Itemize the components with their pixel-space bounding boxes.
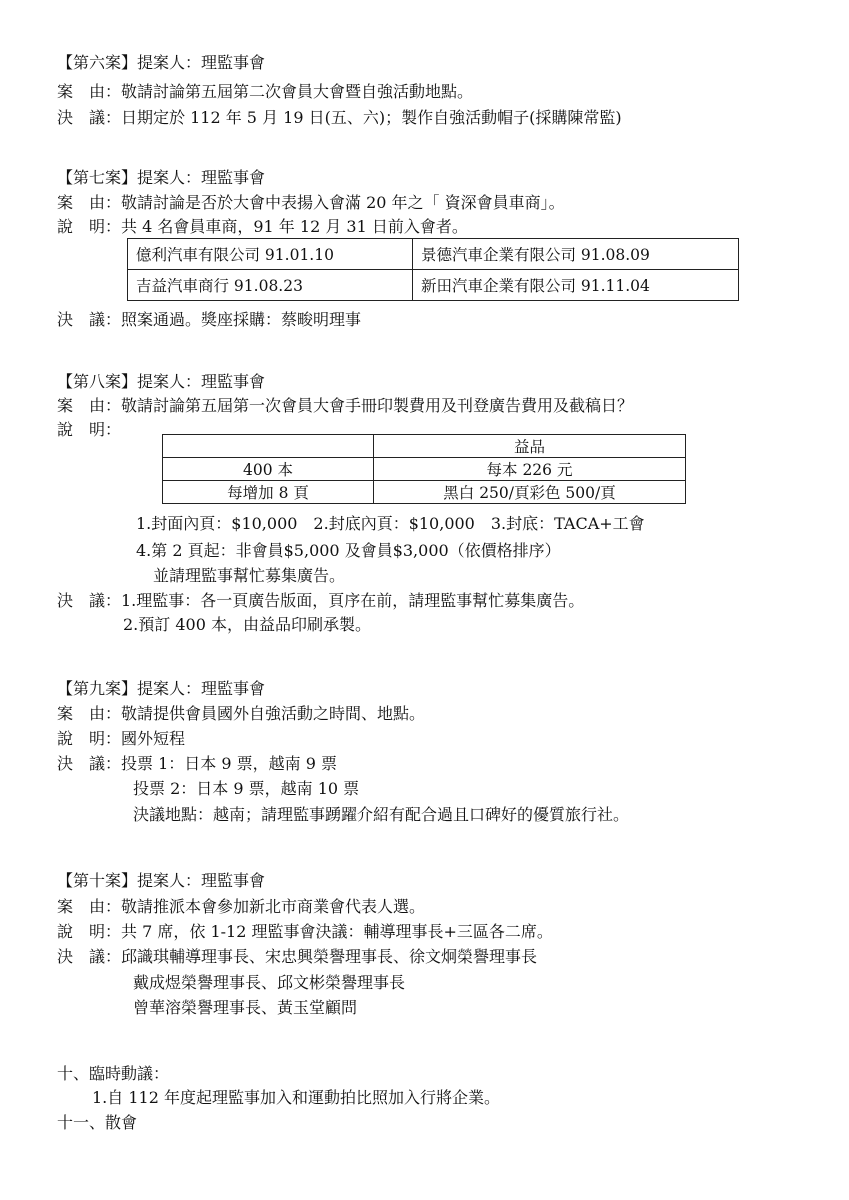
case9-explanation: 說 明：國外短程 xyxy=(57,729,186,748)
table-cell: 億利汽車有限公司 91.01.10 xyxy=(128,239,413,270)
case8-note-3: 並請理監事幫忙募集廣告。 xyxy=(153,566,346,585)
table-row xyxy=(163,458,686,481)
case9-reason: 案 由：敬請提供會員國外自強活動之時間、地點。 xyxy=(57,704,426,723)
section11-title: 十一、散會 xyxy=(57,1113,138,1132)
case6-header: 【第六案】提案人：理監事會 xyxy=(57,53,266,72)
case10-resolution-3: 曾華溶榮譽理事長、黃玉堂顧問 xyxy=(133,998,358,1017)
case10-resolution-2: 戴成煜榮譽理事長、邱文彬榮譽理事長 xyxy=(133,973,406,992)
section10-item-1: 1.自 112 年度起理監事加入和運動拍比照加入行將企業。 xyxy=(92,1088,500,1107)
case6-resolution: 決 議：日期定於 112 年 5 月 19 日(五、六)；製作自強活動帽子(採購陳常監) xyxy=(57,108,622,127)
section10-title: 十、臨時動議： xyxy=(57,1064,170,1083)
case7-resolution: 決 議：照案通過。獎座採購：蔡畯明理事 xyxy=(57,310,362,329)
case9-resolution-1: 決 議：投票 1：日本 9 票，越南 9 票 xyxy=(57,754,337,773)
case8-explanation-label: 說 明： xyxy=(57,420,122,439)
case9-resolution-3: 決議地點：越南；請理監事踴躍介紹有配合過且口碑好的優質旅行社。 xyxy=(133,805,630,824)
table-cell: 每增加 8 頁 xyxy=(163,481,374,504)
case10-resolution-1: 決 議：邱識琪輔導理事長、宋忠興榮譽理事長、徐文炯榮譽理事長 xyxy=(57,947,538,966)
case10-reason: 案 由：敬請推派本會參加新北市商業會代表人選。 xyxy=(57,897,426,916)
case8-reason: 案 由：敬請討論第五屆第一次會員大會手冊印製費用及刊登廣告費用及截稿日？ xyxy=(57,396,634,415)
case7-explanation: 說 明：共 4 名會員車商，91 年 12 月 31 日前入會者。 xyxy=(57,217,468,236)
case9-resolution-2: 投票 2：日本 9 票，越南 10 票 xyxy=(133,779,360,798)
case7-header: 【第七案】提案人：理監事會 xyxy=(57,168,266,187)
case8-resolution-1: 決 議：1.理監事：各一頁廣告版面，頁序在前，請理監事幫忙募集廣告。 xyxy=(57,591,585,610)
case10-explanation: 說 明：共 7 席，依 1-12 理監事會決議：輔導理事長+三區各二席。 xyxy=(57,922,553,941)
table-cell: 益品 xyxy=(374,435,686,458)
case7-reason: 案 由：敬請討論是否於大會中表揚入會滿 20 年之「 資深會員車商」。 xyxy=(57,193,565,212)
member-table xyxy=(127,238,739,301)
case8-resolution-2: 2.預訂 400 本，由益品印刷承製。 xyxy=(123,615,371,634)
case9-header: 【第九案】提案人：理監事會 xyxy=(57,679,266,698)
table-cell: 新田汽車企業有限公司 91.11.04 xyxy=(412,270,738,301)
table-row xyxy=(128,239,739,270)
table-cell: 景德汽車企業有限公司 91.08.09 xyxy=(412,239,738,270)
case8-note-1: 1.封面內頁：$10,000 2.封底內頁：$10,000 3.封底：TACA+工會 xyxy=(136,514,645,533)
table-cell: 黑白 250/頁彩色 500/頁 xyxy=(374,481,686,504)
case10-header: 【第十案】提案人：理監事會 xyxy=(57,871,266,890)
printing-cost-table xyxy=(162,434,686,504)
table-row xyxy=(163,435,686,458)
table-cell: 400 本 xyxy=(163,458,374,481)
table-row xyxy=(128,270,739,301)
table-cell: 每本 226 元 xyxy=(374,458,686,481)
case8-header: 【第八案】提案人：理監事會 xyxy=(57,372,266,391)
case6-reason: 案 由：敬請討論第五屆第二次會員大會暨自強活動地點。 xyxy=(57,82,474,101)
table-cell xyxy=(163,435,374,458)
case8-note-2: 4.第 2 頁起：非會員$5,000 及會員$3,000（依價格排序） xyxy=(136,541,561,560)
table-cell: 吉益汽車商行 91.08.23 xyxy=(128,270,413,301)
table-row xyxy=(163,481,686,504)
